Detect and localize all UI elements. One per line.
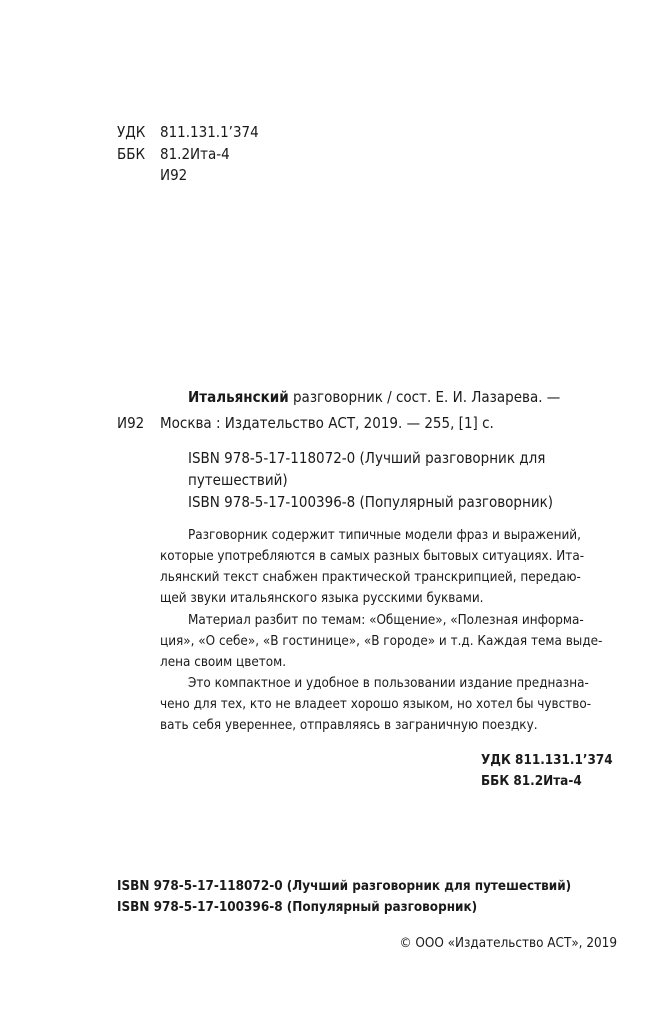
annotation-line: которые употребляются в самых разных бытовых ситуациях. Ита- — [160, 549, 585, 564]
bib-line-1-rest: разговорник / сост. Е. И. Лазарева. — — [288, 388, 561, 406]
author-mark-top: И92 — [160, 166, 188, 184]
isbn-line-1: ISBN 978-5-17-118072-0 (Лучший разговорник для путешествий) — [117, 879, 572, 894]
annotation-line: Это компактное и удобное в пользовании издание предназна- — [188, 676, 589, 691]
bib-title: Итальянский — [188, 388, 289, 406]
bib-line-1 — [188, 388, 560, 406]
udk-label: УДК — [117, 123, 146, 141]
annotation-line: Материал разбит по темам: «Общение», «Полезная информа- — [188, 613, 584, 628]
bib-isbn-1-line-2: путешествий) — [188, 471, 288, 489]
udk-code: УДК 811.131.1’374 — [481, 753, 613, 768]
isbn-line-2: ISBN 978-5-17-100396-8 (Популярный разговорник) — [117, 900, 478, 915]
udk-value: 811.131.1’374 — [160, 123, 259, 141]
annotation-line: щей звуки итальянского языка русскими буквами. — [160, 591, 484, 606]
copyright: © ООО «Издательство АСТ», 2019 — [399, 936, 617, 951]
bbk-code: ББК 81.2Ита-4 — [481, 774, 582, 789]
annotation-line: льянский текст снабжен практической транскрипцией, передаю- — [160, 570, 581, 585]
bbk-value: 81.2Ита-4 — [160, 145, 230, 163]
bib-isbn-1-line-1: ISBN 978-5-17-118072-0 (Лучший разговорник для — [188, 449, 546, 467]
bbk-label: ББК — [117, 145, 146, 163]
annotation-line: чено для тех, кто не владеет хорошо языком, но хотел бы чувство- — [160, 697, 592, 712]
bib-author-mark: И92 — [117, 414, 145, 432]
annotation-line: Разговорник содержит типичные модели фраз и выражений, — [188, 528, 581, 543]
annotation-line: ция», «О себе», «В гостинице», «В городе» и т.д. Каждая тема выде- — [160, 634, 603, 649]
bib-line-2: Москва : Издательство АСТ, 2019. — 255, [1] с. — [160, 414, 494, 432]
annotation-line: вать себя увереннее, отправляясь в заграничную поездку. — [160, 718, 538, 733]
bib-isbn-2: ISBN 978-5-17-100396-8 (Популярный разговорник) — [188, 493, 554, 511]
annotation-line: лена своим цветом. — [160, 655, 287, 670]
